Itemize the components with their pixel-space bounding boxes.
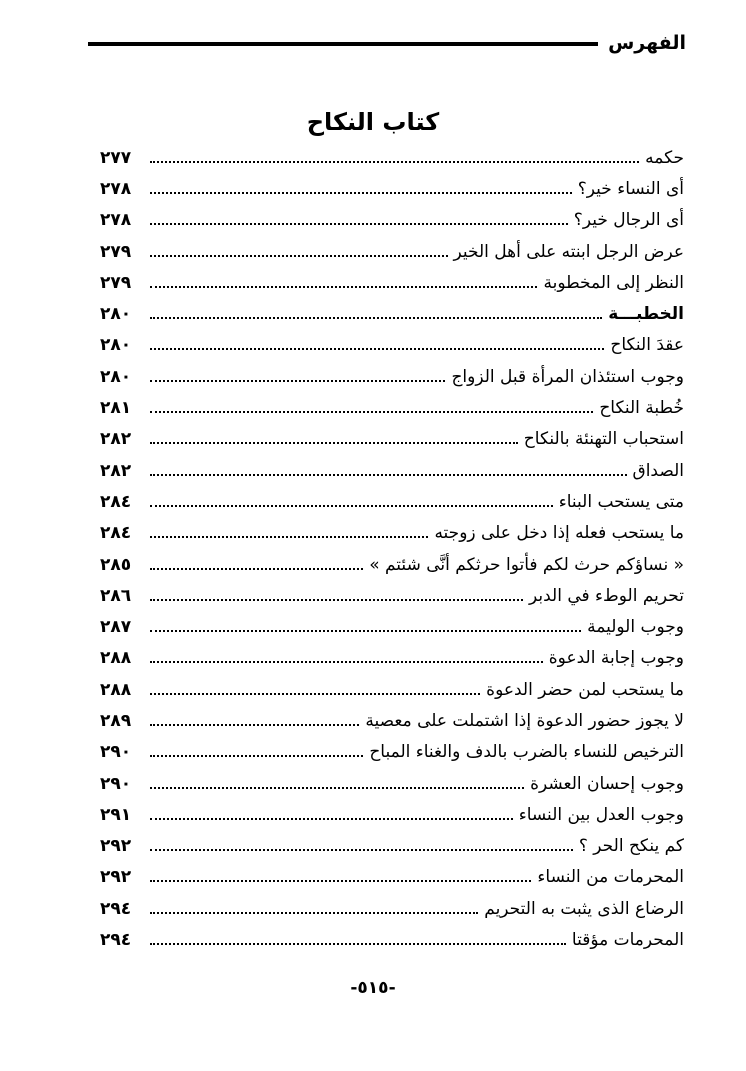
- toc-entry-page: ٢٨٢: [100, 429, 132, 450]
- toc-entry-page: ٢٩٠: [100, 742, 132, 763]
- toc-entry-title: حكمه: [645, 147, 684, 168]
- toc-entry: [100, 267, 684, 298]
- toc-entry-page: ٢٨٨: [100, 648, 132, 669]
- dot-leader: [150, 317, 602, 319]
- dot-leader: [150, 943, 566, 945]
- dot-leader: [150, 787, 524, 789]
- table-of-contents: [100, 142, 684, 956]
- toc-entry: [100, 768, 684, 799]
- toc-entry-page: ٢٧٨: [100, 178, 132, 199]
- dot-leader: [150, 348, 604, 350]
- toc-entry-page: ٢٩٠: [100, 773, 132, 794]
- toc-entry-page: ٢٨٤: [100, 491, 132, 512]
- toc-entry-title: ما يستحب لمن حضر الدعوة: [486, 679, 684, 700]
- dot-leader: [150, 223, 568, 225]
- toc-entry-title: عقدَ النكاح: [610, 335, 684, 356]
- toc-entry-page: ٢٩٢: [100, 867, 132, 888]
- header-title: الفهرس: [608, 32, 686, 54]
- toc-entry: [100, 924, 684, 955]
- toc-entry: [100, 862, 684, 893]
- toc-entry-title: متى يستحب البناء: [558, 491, 684, 512]
- toc-entry-page: ٢٨٥: [100, 554, 132, 575]
- toc-entry: [100, 831, 684, 862]
- toc-entry-page: ٢٨٠: [100, 304, 132, 325]
- toc-entry-title: وجوب إحسان العشرة: [530, 773, 684, 794]
- header-rule: [88, 42, 598, 46]
- dot-leader: [150, 912, 478, 914]
- toc-entry-page: ٢٨٧: [100, 617, 132, 638]
- toc-entry: [100, 424, 684, 455]
- toc-entry: [100, 455, 684, 486]
- toc-entry-page: ٢٩١: [100, 804, 132, 825]
- toc-entry-title: خُطبة النكاح: [599, 398, 684, 419]
- dot-leader: [150, 880, 531, 882]
- toc-entry-page: ٢٧٨: [100, 210, 132, 231]
- dot-leader: [150, 411, 593, 413]
- dot-leader: [150, 849, 573, 851]
- toc-entry-page: ٢٧٧: [100, 147, 132, 168]
- toc-entry-title: الصداق: [632, 460, 684, 481]
- toc-entry: [100, 392, 684, 423]
- toc-entry: [100, 205, 684, 236]
- toc-entry: [100, 799, 684, 830]
- dot-leader: [150, 255, 448, 257]
- toc-entry: [100, 893, 684, 924]
- toc-entry-title: وجوب الوليمة: [587, 617, 684, 638]
- toc-entry: [100, 330, 684, 361]
- toc-entry: [100, 643, 684, 674]
- dot-leader: [150, 630, 581, 632]
- toc-entry-title: عرض الرجل ابنته على أهل الخير: [453, 241, 684, 262]
- toc-entry-page: ٢٨٨: [100, 679, 132, 700]
- toc-entry-page: ٢٨٩: [100, 710, 132, 731]
- toc-entry-page: ٢٨١: [100, 398, 132, 419]
- toc-entry-page: ٢٨٢: [100, 460, 132, 481]
- dot-leader: [150, 568, 363, 570]
- dot-leader: [150, 442, 518, 444]
- toc-entry-page: ٢٧٩: [100, 272, 132, 293]
- toc-entry-title: وجوب استئذان المرأة قبل الزواج: [451, 366, 684, 387]
- toc-entry-title: الخطبـــة: [608, 304, 684, 325]
- toc-entry-page: ٢٨٦: [100, 585, 132, 606]
- toc-entry-page: ٢٩٤: [100, 898, 132, 919]
- dot-leader: [150, 286, 537, 288]
- running-header: [88, 28, 686, 58]
- dot-leader: [150, 380, 445, 382]
- toc-entry: [100, 549, 684, 580]
- toc-entry-page: ٢٨٠: [100, 335, 132, 356]
- toc-entry-title: استحباب التهنئة بالنكاح: [523, 429, 684, 450]
- dot-leader: [150, 755, 363, 757]
- dot-leader: [150, 505, 553, 507]
- toc-entry-title: النظر إلى المخطوبة: [543, 272, 684, 293]
- toc-entry-page: ٢٨٤: [100, 523, 132, 544]
- toc-entry-title: المحرمات مؤقتا: [571, 930, 684, 951]
- toc-entry: [100, 486, 684, 517]
- toc-entry-title: الترخيص للنساء بالضرب بالدف والغناء المباح: [369, 742, 684, 763]
- toc-entry: [100, 298, 684, 329]
- dot-leader: [150, 474, 627, 476]
- toc-entry-title: كم ينكح الحر ؟: [578, 836, 684, 857]
- toc-entry-title: أى الرجال خير؟: [573, 210, 684, 231]
- dot-leader: [150, 536, 428, 538]
- toc-entry-page: ٢٩٤: [100, 930, 132, 951]
- page-number: -٥١٥-: [350, 978, 396, 998]
- dot-leader: [150, 192, 572, 194]
- toc-entry: [100, 518, 684, 549]
- dot-leader: [150, 818, 513, 820]
- toc-entry: [100, 674, 684, 705]
- toc-entry-title: ما يستحب فعله إذا دخل على زوجته: [434, 523, 684, 544]
- toc-entry-title: الرضاع الذى يثبت به التحريم: [484, 898, 684, 919]
- toc-entry-title: المحرمات من النساء: [537, 867, 684, 888]
- toc-entry: [100, 236, 684, 267]
- toc-entry: [100, 142, 684, 173]
- toc-entry-title: تحريم الوطء في الدبر: [529, 585, 684, 606]
- toc-entry: [100, 361, 684, 392]
- dot-leader: [150, 661, 543, 663]
- toc-entry-page: ٢٩٢: [100, 836, 132, 857]
- toc-entry-page: ٢٧٩: [100, 241, 132, 262]
- dot-leader: [150, 724, 359, 726]
- dot-leader: [150, 693, 480, 695]
- toc-entry-title: وجوب إجابة الدعوة: [548, 648, 684, 669]
- dot-leader: [150, 599, 523, 601]
- section-title: كتاب النكاح: [306, 108, 440, 136]
- toc-entry: [100, 705, 684, 736]
- toc-entry: [100, 611, 684, 642]
- toc-entry-title: لا يجوز حضور الدعوة إذا اشتملت على معصية: [365, 710, 684, 731]
- toc-entry-title: « نساؤكم حرث لكم فأتوا حرثكم أنَّى شئتم »: [369, 554, 684, 575]
- toc-entry: [100, 580, 684, 611]
- toc-entry-title: أى النساء خير؟: [577, 178, 684, 199]
- toc-entry-title: وجوب العدل بين النساء: [518, 804, 684, 825]
- dot-leader: [150, 161, 639, 163]
- toc-entry: [100, 173, 684, 204]
- toc-entry: [100, 737, 684, 768]
- toc-entry-page: ٢٨٠: [100, 366, 132, 387]
